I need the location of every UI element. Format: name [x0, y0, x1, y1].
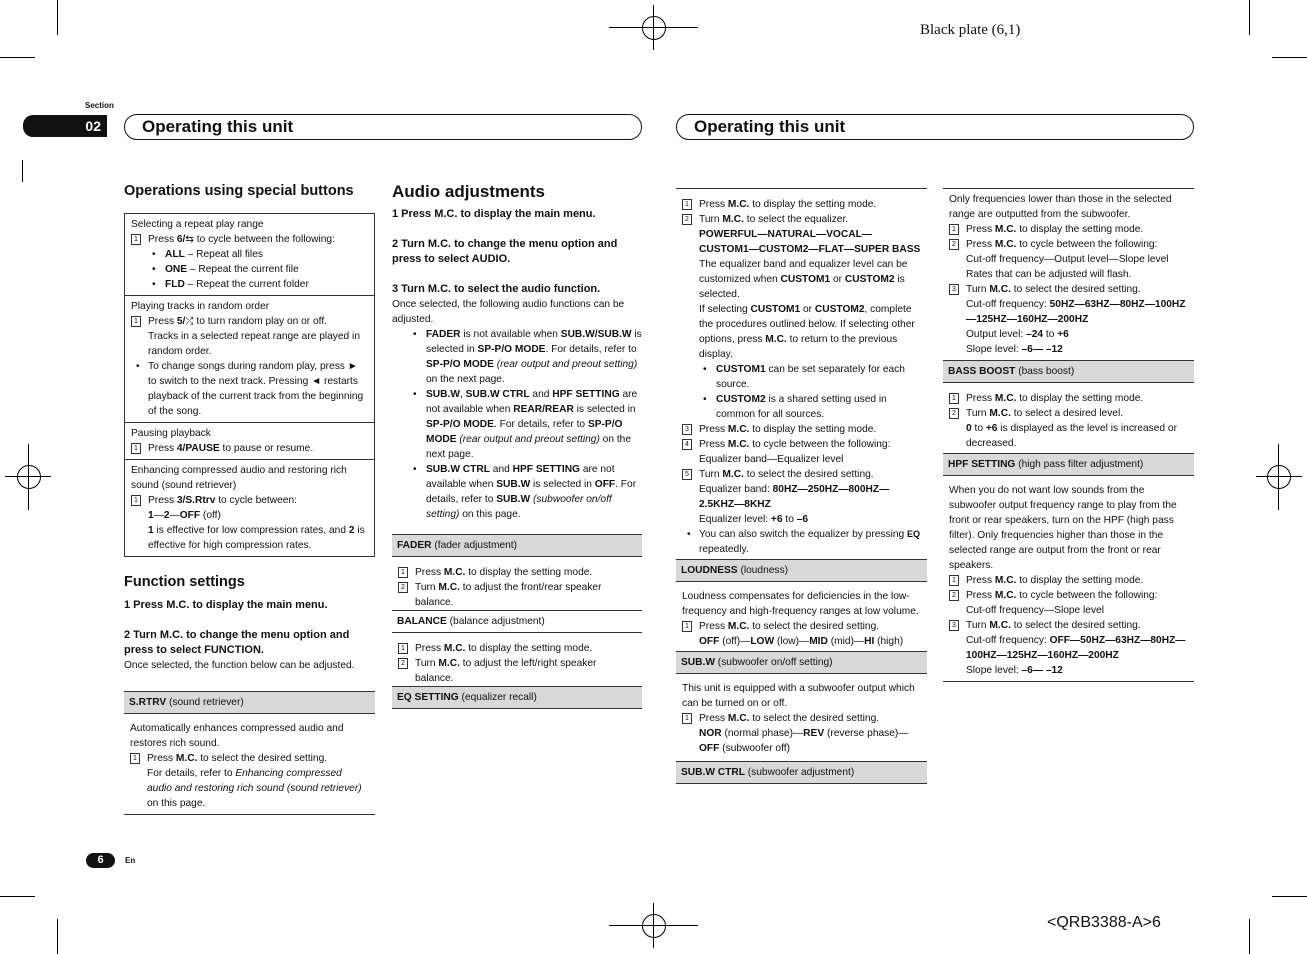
- crop-mark: [57, 0, 58, 35]
- repeat-block: [125, 214, 374, 295]
- function-once: Once selected, the function below can be adjusted.: [124, 660, 355, 671]
- crop-mark: [1272, 896, 1307, 897]
- step-detail: OFF (off)—LOW (low)—MID (mid)—HI (high): [699, 636, 904, 647]
- fader-block: [392, 557, 642, 610]
- loudness-block: [676, 582, 927, 651]
- step: 1 Press M.C. to display the setting mode.: [949, 573, 1188, 588]
- crop-mark: [22, 160, 23, 182]
- step: 1 Press 3/S.Rtrv to cycle between:: [131, 493, 368, 508]
- step: 3 Turn M.C. to select the desired setting.: [949, 282, 1188, 297]
- hpf-block: [943, 476, 1194, 682]
- step-detail: Cut-off frequency: OFF—50HZ—63HZ—80HZ—100HZ—125HZ—160HZ—200HZ: [966, 635, 1186, 661]
- eq-bar: EQ SETTING (equalizer recall): [392, 686, 642, 709]
- step: 2 Turn M.C. to select the equalizer.: [682, 212, 921, 227]
- audio-step-2: 2 Turn M.C. to change the menu option and press to select AUDIO.: [392, 238, 618, 265]
- step: 1 Press 4/PAUSE to pause or resume.: [131, 441, 368, 456]
- random-block: [125, 295, 374, 422]
- header-left: Operating this unit: [124, 114, 642, 140]
- plate-label: Black plate (6,1): [920, 22, 1021, 38]
- step: 2 Press M.C. to cycle between the following:: [949, 237, 1188, 252]
- step-detail: Slope level: –6— –12: [966, 344, 1063, 355]
- hpf-bar: HPF SETTING (high pass filter adjustment): [943, 453, 1194, 476]
- registration-line: [653, 5, 654, 50]
- enhance-title: Enhancing compressed audio and restoring rich sound (sound retriever): [131, 465, 347, 491]
- audio-step-1: 1 Press M.C. to display the main menu.: [392, 208, 596, 220]
- step-detail: Rates that can be adjusted will flash.: [966, 269, 1132, 280]
- step: 5 Turn M.C. to select the desired setting.: [682, 467, 921, 482]
- list-item: • FADER is not available when SUB.W/SUB.W is selected in SP-P/O MODE. For details, refer to SP-P/O MODE (rear output and preout setting) on the next page.: [392, 327, 642, 387]
- audio-title: Audio adjustments: [392, 182, 546, 201]
- crop-mark: [0, 896, 35, 897]
- column-1: [124, 184, 375, 815]
- column-4: [943, 188, 1194, 682]
- list-item: • ALL – Repeat all files: [131, 247, 368, 262]
- balance-block: [392, 633, 642, 686]
- step-detail: If selecting CUSTOM1 or CUSTOM2, complete the procedures outlined below. If selecting other options, press M.C. to return to the previous display.: [699, 304, 915, 360]
- balance-bar: BALANCE (balance adjustment): [392, 610, 642, 633]
- step-detail: Cut-off frequency—Output level—Slope level: [966, 254, 1169, 265]
- step: 1 Press 5/⤮ to turn random play on or off.: [131, 314, 368, 329]
- registration-line: [1256, 476, 1302, 477]
- registration-mark: [1267, 465, 1291, 489]
- section-label: Section: [85, 101, 114, 110]
- bass-block: [943, 383, 1194, 453]
- column-3: [676, 188, 927, 784]
- step: 2 Turn M.C. to adjust the front/rear speaker balance.: [398, 580, 636, 610]
- registration-mark: [642, 914, 666, 938]
- srtrv-bar: S.RTRV (sound retriever): [124, 691, 375, 714]
- enhance-block: [125, 459, 374, 556]
- audio-once: Once selected, the following audio functions can be adjusted.: [392, 299, 625, 325]
- step: 1 Press 6/⇆ to cycle between the following:: [131, 232, 368, 247]
- subwctrl-intro: Only frequencies lower than those in the selected range are outputted from the subwoofer.: [949, 194, 1172, 220]
- srtrv-desc: Automatically enhances compressed audio and restores rich sound.: [130, 723, 344, 749]
- srtrv-block: [124, 714, 375, 815]
- subw-desc: This unit is equipped with a subwoofer output which can be turned on or off.: [682, 683, 915, 709]
- subw-block: [676, 674, 927, 759]
- step: 1 Press M.C. to display the setting mode.: [949, 391, 1188, 406]
- registration-line: [653, 903, 654, 948]
- step: 1 Press M.C. to select the desired setting.: [682, 711, 921, 726]
- audio-step-3: 3 Turn M.C. to select the audio function.: [392, 283, 601, 295]
- step: 3 Press M.C. to display the setting mode.: [682, 422, 921, 437]
- crop-mark: [1249, 0, 1250, 35]
- step: 1 Press M.C. to select the desired setting.: [682, 619, 921, 634]
- step-detail: 1 is effective for low compression rates, and 2 is effective for high compression rates.: [148, 525, 365, 551]
- crop-mark: [1272, 57, 1307, 58]
- registration-mark: [17, 465, 41, 489]
- step: 2 Turn M.C. to select a desired level.: [949, 406, 1188, 421]
- step-detail: 0 to +6 is displayed as the level is increased or decreased.: [966, 423, 1177, 449]
- pause-block: [125, 422, 374, 459]
- crop-mark: [0, 57, 35, 58]
- step-detail: Equalizer level: +6 to –6: [699, 514, 809, 525]
- subwctrl-bar: SUB.W CTRL (subwoofer adjustment): [676, 761, 927, 784]
- step-detail: Cut-off frequency—Slope level: [966, 605, 1104, 616]
- step-detail: For details, refer to Enhancing compressed audio and restoring rich sound (sound retriever) on this page.: [147, 768, 362, 809]
- registration-line: [1278, 444, 1279, 510]
- step-detail: The equalizer band and equalizer level can be customized when CUSTOM1 or CUSTOM2 is selected.: [699, 259, 908, 300]
- registration-line: [28, 444, 29, 510]
- step-detail: Cut-off frequency: 50HZ—63HZ—80HZ—100HZ—125HZ—160HZ—200HZ: [966, 299, 1186, 325]
- step: 1 Press M.C. to display the setting mode.: [949, 222, 1188, 237]
- list-item: • SUB.W CTRL and HPF SETTING are not available when SUB.W is selected in OFF. For details, refer to SUB.W (subwoofer on/off setting) on this page.: [392, 462, 642, 522]
- page-number: 6: [86, 853, 115, 868]
- fader-bar: FADER (fader adjustment): [392, 534, 642, 557]
- list-item: • ONE – Repeat the current file: [131, 262, 368, 277]
- list-item: • You can also switch the equalizer by pressing EQ repeatedly.: [682, 527, 921, 557]
- step: 1 Press M.C. to display the setting mode.: [398, 565, 636, 580]
- crop-mark: [57, 919, 58, 954]
- repeat-icon: ⇆: [185, 234, 194, 245]
- doc-code: <QRB3388-A>6: [1047, 914, 1161, 931]
- list-item: • CUSTOM2 is a shared setting used in common for all sources.: [682, 392, 921, 422]
- options: 1—2—OFF (off): [148, 510, 221, 521]
- random-title: Playing tracks in random order: [131, 301, 270, 312]
- loudness-bar: LOUDNESS (loudness): [676, 559, 927, 582]
- eq-list: POWERFUL—NATURAL—VOCAL—CUSTOM1—CUSTOM2—FLAT—SUPER BASS: [699, 229, 921, 255]
- pause-title: Pausing playback: [131, 428, 211, 439]
- list-item: • CUSTOM1 can be set separately for each source.: [682, 362, 921, 392]
- step: 1 Press M.C. to display the setting mode.: [682, 197, 921, 212]
- subw-bar: SUB.W (subwoofer on/off setting): [676, 651, 927, 674]
- step-detail: Slope level: –6— –12: [966, 665, 1063, 676]
- step-detail: NOR (normal phase)—REV (reverse phase)—OFF (subwoofer off): [699, 728, 909, 754]
- page-lang: En: [125, 856, 136, 865]
- step-detail: Output level: –24 to +6: [966, 329, 1069, 340]
- step-detail: Tracks in a selected repeat range are played in random order.: [148, 331, 360, 357]
- function-step-2: 2 Turn M.C. to change the menu option and press to select FUNCTION.: [124, 629, 350, 656]
- step: 3 Turn M.C. to select the desired setting.: [949, 618, 1188, 633]
- step: 1 Press M.C. to display the setting mode.: [398, 641, 636, 656]
- loudness-desc: Loudness compensates for deficiencies in the low-frequency and high-frequency ranges at low volume.: [682, 591, 919, 617]
- step-detail: Equalizer band—Equalizer level: [699, 454, 844, 465]
- list-item: • FLD – Repeat the current folder: [131, 277, 368, 292]
- step: 4 Press M.C. to cycle between the following:: [682, 437, 921, 452]
- bass-bar: BASS BOOST (bass boost): [943, 360, 1194, 383]
- function-title: Function settings: [124, 574, 245, 590]
- section-number: 02: [23, 115, 107, 137]
- shuffle-icon: ⤮: [185, 316, 194, 327]
- step: 2 Turn M.C. to adjust the left/right speaker balance.: [398, 656, 636, 686]
- hpf-desc: When you do not want low sounds from the subwoofer output frequency range to play from the front or rear speakers, turn on the HPF (high pass filter). Only frequencies higher than those in the selected range are output from the front or rear speakers.: [949, 485, 1177, 571]
- eq-block: [676, 188, 927, 557]
- function-step-1: 1 Press M.C. to display the main menu.: [124, 599, 328, 611]
- step: 2 Press M.C. to cycle between the following:: [949, 588, 1188, 603]
- registration-mark: [642, 16, 666, 40]
- step: 1 Press M.C. to select the desired setting.: [130, 751, 369, 766]
- subwctrl-block: [943, 188, 1194, 357]
- special-buttons-title: Operations using special buttons: [124, 183, 354, 199]
- header-right: Operating this unit: [676, 114, 1194, 140]
- step-detail: Equalizer band: 80HZ—250HZ—800HZ—2.5KHZ—8KHZ: [699, 484, 890, 510]
- eq-icon: EQ: [907, 529, 921, 539]
- repeat-title: Selecting a repeat play range: [131, 219, 264, 230]
- list-item: • SUB.W, SUB.W CTRL and HPF SETTING are not available when REAR/REAR is selected in SP-P/O MODE. For details, refer to SP-P/O MODE (rear output and preout setting) on the next page.: [392, 387, 642, 462]
- list-item: • To change songs during random play, press ► to switch to the next track. Pressing ◄ restarts playback of the current track from the beginning of the song.: [131, 359, 368, 419]
- column-2: [392, 184, 642, 709]
- crop-mark: [1249, 919, 1250, 954]
